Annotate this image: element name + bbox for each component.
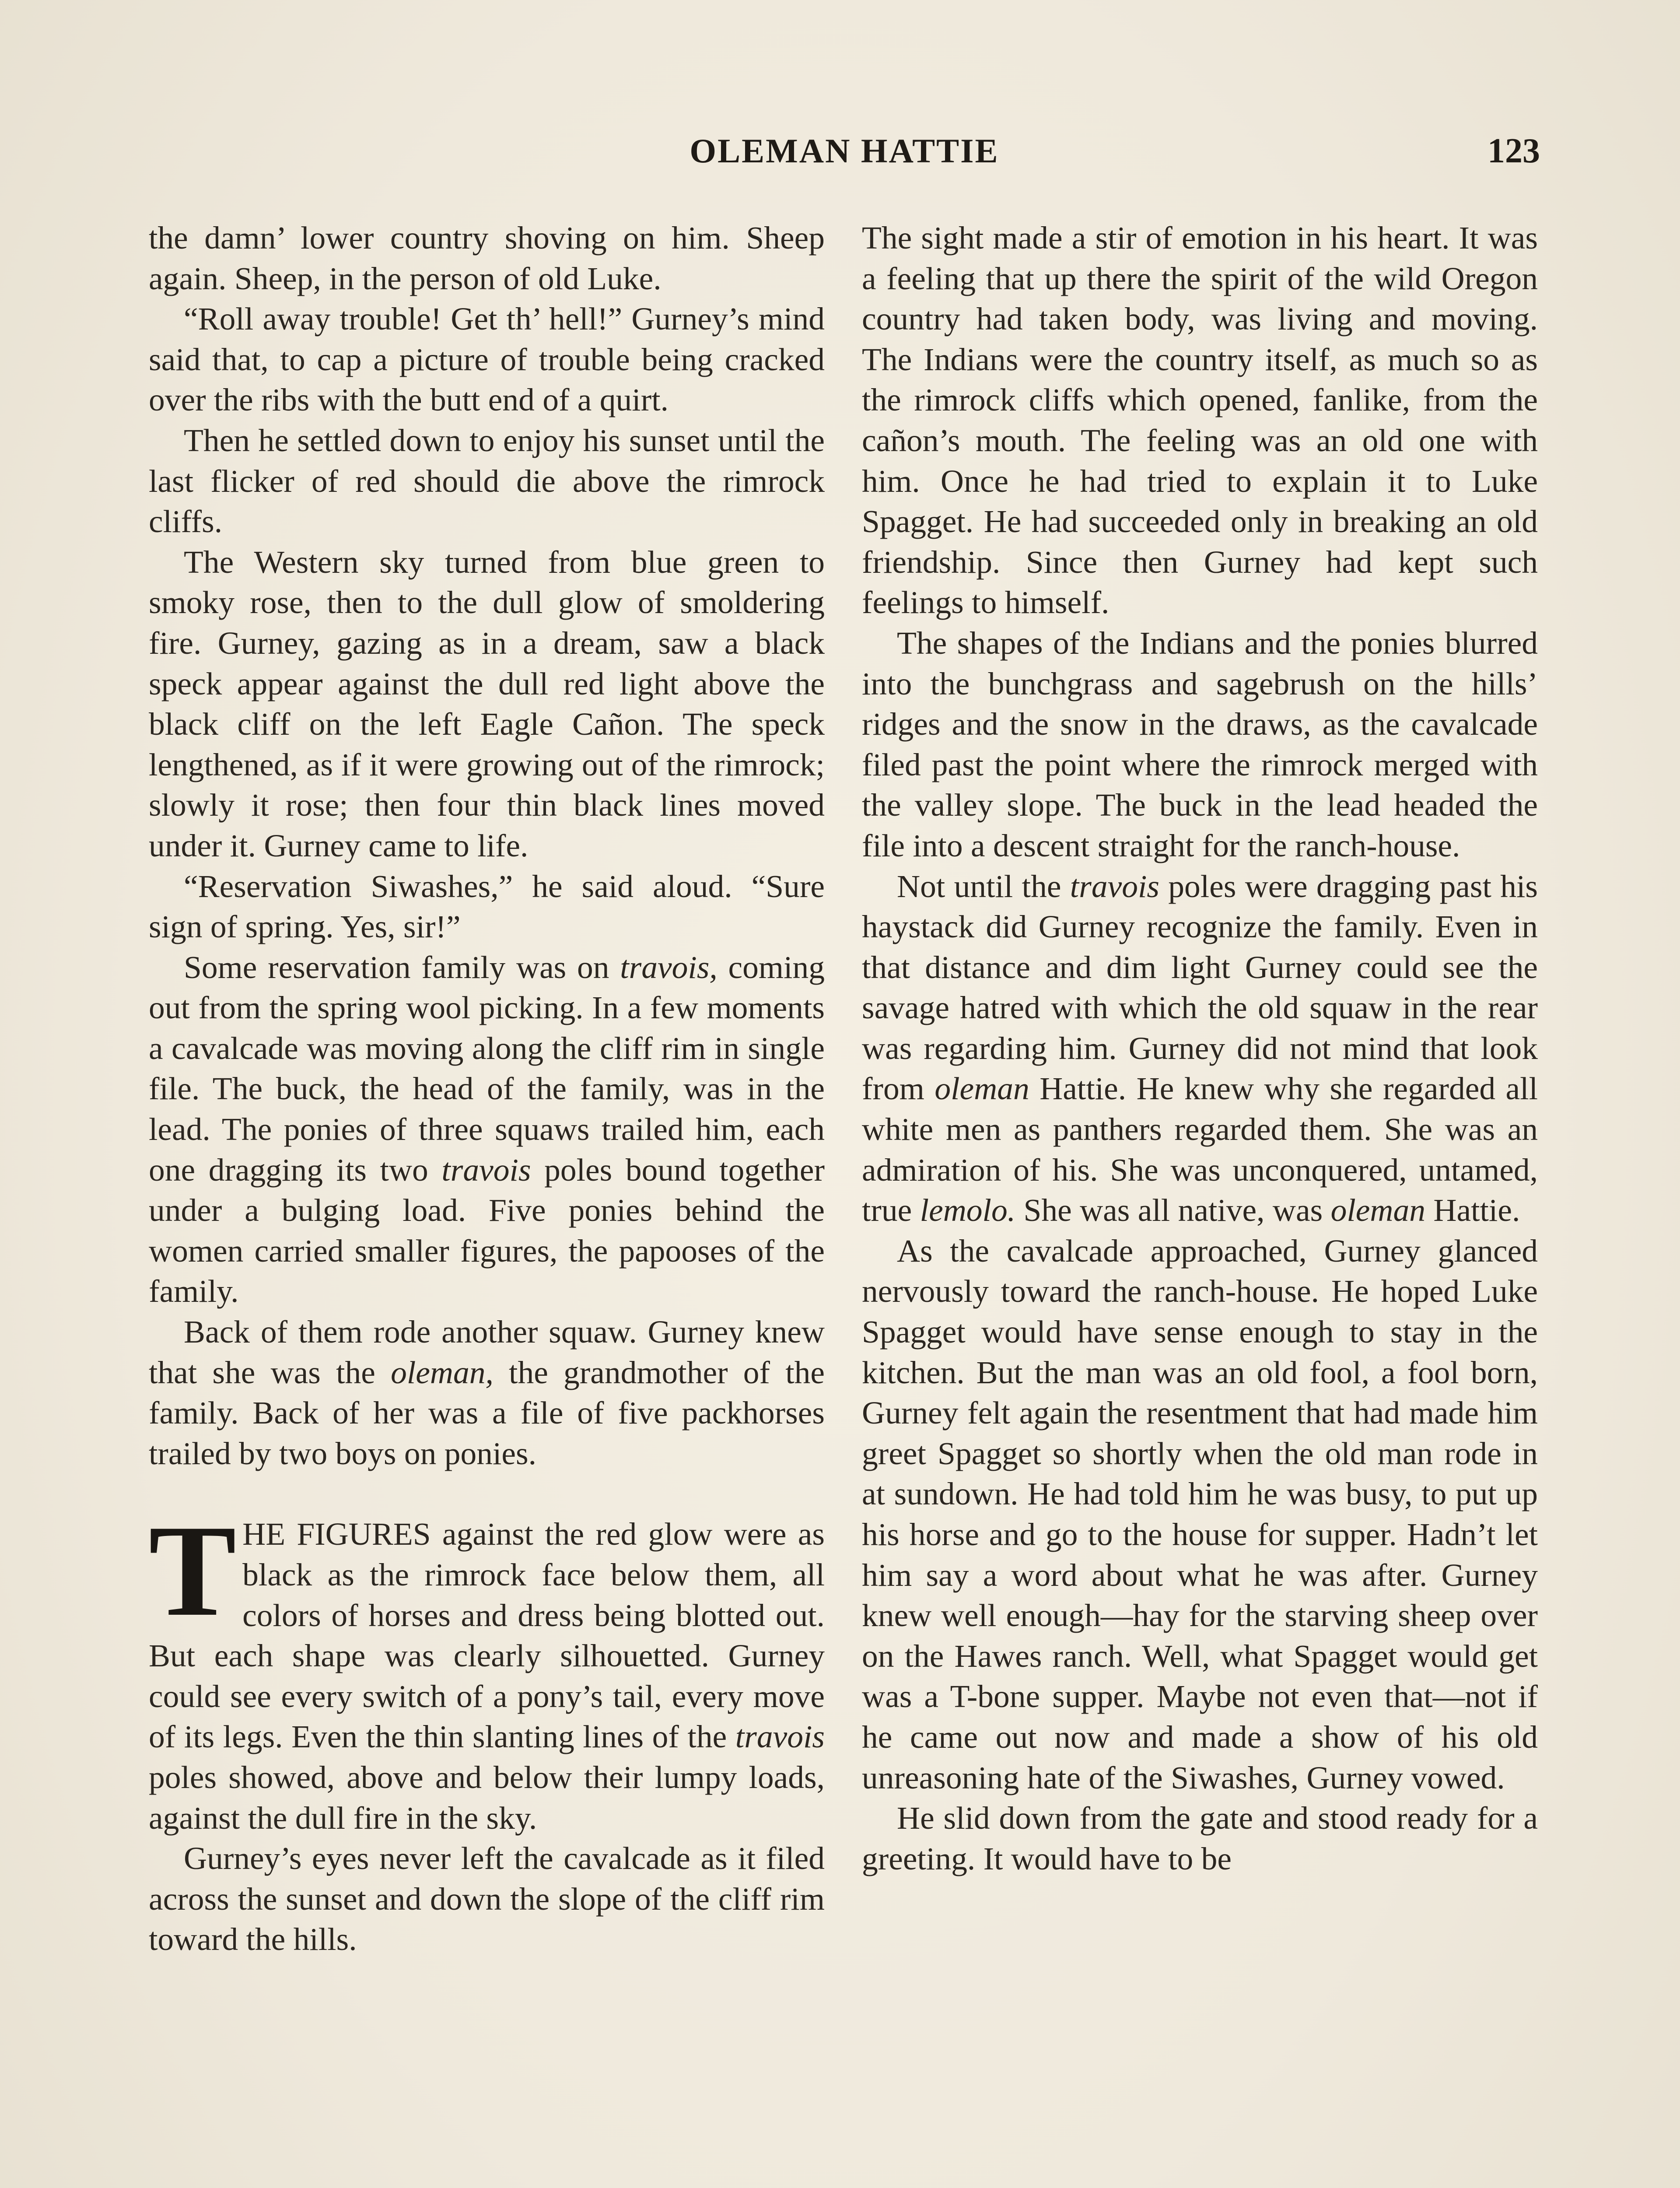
text-run: Hattie. xyxy=(1425,1192,1520,1228)
italic-run: lemolo. xyxy=(920,1192,1016,1228)
paragraph: the damn’ lower country shoving on him. Sheep again. Sheep, in the person of old Luke. xyxy=(149,220,825,296)
text-run: poles showed, above and below their lumpy loads, against the dull fire in the sky. xyxy=(149,1759,825,1836)
italic-run: travois, xyxy=(620,949,718,985)
text-run: HE FIGURES against the red glow were as black as the rimrock face below them, all colors of horses and dress being blotted out. But each shape was clearly silhouetted. Gurney could see every switch of a pony’s tail, every move of its legs. Even the thin slanting lines of the xyxy=(149,1516,825,1755)
running-title: OLEMAN HATTIE xyxy=(690,132,999,170)
paragraph xyxy=(149,947,825,1312)
paragraph: “Reservation Siwashes,” he said aloud. “Sure sign of spring. Yes, sir!” xyxy=(149,868,825,945)
section-paragraph xyxy=(149,1498,825,1838)
italic-run: travois xyxy=(1070,868,1159,904)
text-run: Not until the xyxy=(897,868,1070,904)
text-run: Some reservation family was on xyxy=(184,949,620,985)
text-run: Hattie. He knew why she regarded all white men as panthers regarded them. She was an admiration of his. She was unconquered, untamed, true xyxy=(862,1071,1538,1228)
italic-run: travois xyxy=(735,1719,825,1755)
italic-run: travois xyxy=(441,1152,531,1188)
paragraph: Then he settled down to enjoy his sunset until the last flicker of red should die above the rimrock cliffs. xyxy=(149,422,825,540)
page-number: 123 xyxy=(1488,132,1540,170)
text-run: Back of them rode another squaw. Gurney knew that she was the xyxy=(149,1314,825,1390)
text-run: the grandmother of the family. Back of her was a file of five packhorses trailed by two boys on ponies. xyxy=(149,1354,825,1471)
italic-run: oleman xyxy=(934,1071,1029,1107)
paragraph xyxy=(149,1312,825,1474)
paragraph: The sight made a stir of emotion in his heart. It was a feeling that up there the spirit of the wild Oregon country had taken body, was living and moving. The Indians were the country itself, as much so as the rimrock cliffs which opened, fanlike, from the cañon’s mouth. The feeling was an old one with him. Once he had tried to explain it to Luke Spagget. He had succeeded only in breaking an old friendship. Since then Gurney had kept such feelings to himself. xyxy=(862,220,1538,621)
left-column xyxy=(149,218,825,1960)
paragraph: Gurney’s eyes never left the cavalcade as it filed across the sunset and down the slope of the cliff rim toward the hills. xyxy=(149,1841,825,1957)
paragraph: As the cavalcade approached, Gurney glanced nervously toward the ranch-house. He hoped Luke Spagget would have sense enough to stay in the kitchen. But the man was an old fool, a fool born, Gurney felt again the resentment that had made him greet Spagget so shortly when the old man rode in at sundown. He had told him he was busy, to put up his horse and go to the house for supper. Hadn’t let him say a word about what he was after. Gurney knew well enough—hay for the starving sheep over on the Hawes ranch. Well, what Spagget would get was a T-bone supper. Maybe not even that—not if he came out now and made a show of his old unreasoning hate of the Siwashes, Gurney vowed. xyxy=(862,1233,1538,1795)
drop-cap: T xyxy=(149,1498,237,1644)
text-run: poles bound together under a bulging load. Five ponies behind the women carried smaller figures, the papooses of the family. xyxy=(149,1152,825,1309)
paragraph: The Western sky turned from blue green to smoky rose, then to the dull glow of smoldering fire. Gurney, gazing as in a dream, saw a black speck appear against the dull red light above the black cliff on the left Eagle Cañon. The speck lengthened, as if it were growing out of the rimrock; slowly it rose; then four thin black lines moved under it. Gurney came to life. xyxy=(149,544,825,863)
paragraph: The shapes of the Indians and the ponies blurred into the bunchgrass and sagebrush on the hills’ ridges and the snow in the draws, as the cavalcade filed past the point where the rimrock merged with the valley slope. The buck in the lead headed the file into a descent straight for the ranch-house. xyxy=(862,625,1538,863)
text-run: coming out from the spring wool picking. In a few moments a cavalcade was moving along the cliff rim in single file. The buck, the head of the family, was in the lead. The ponies of three squaws trailed him, each one dragging its two xyxy=(149,949,825,1188)
paragraph: He slid down from the gate and stood ready for a greeting. It would have to be xyxy=(862,1800,1538,1876)
page-header xyxy=(149,131,1540,179)
italic-run: oleman xyxy=(1330,1192,1425,1228)
text-run: She was all native, was xyxy=(1015,1192,1331,1228)
paragraph: “Roll away trouble! Get th’ hell!” Gurney’s mind said that, to cap a picture of trouble being cracked over the ribs with the butt end of a quirt. xyxy=(149,301,825,418)
right-column xyxy=(862,218,1538,1879)
text-run: poles were dragging past his haystack did Gurney recognize the family. Even in that distance and dim light Gurney could see the savage hatred with which the old squaw in the rear was regarding him. Gurney did not mind that look from xyxy=(862,868,1538,1107)
paragraph xyxy=(862,866,1538,1231)
italic-run: oleman, xyxy=(391,1354,494,1390)
